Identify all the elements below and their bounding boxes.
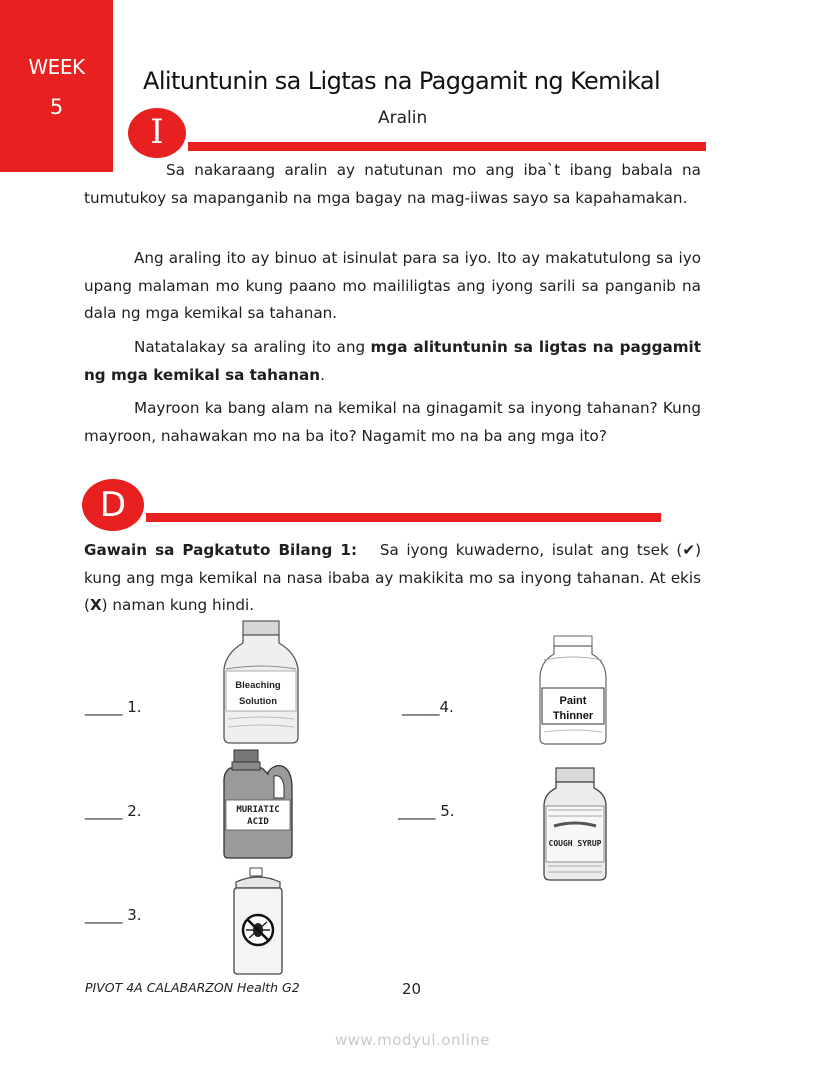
section-d-badge: D bbox=[82, 479, 144, 531]
week-label: WEEK bbox=[28, 55, 85, 79]
week-box bbox=[0, 0, 113, 172]
jar-label-line2: Thinner bbox=[552, 710, 594, 722]
intro-paragraph-1: Sa nakaraang aralin ay natutunan mo ang iba`t ibang babala na tumutukoy sa mapanganib na mga bagay na mag-iiwas sayo sa kapahamakan. bbox=[84, 161, 701, 207]
insecticide-can-icon bbox=[230, 866, 286, 976]
item-4-blank: _____4. bbox=[402, 698, 454, 716]
activity-heading: Gawain sa Pagkatuto Bilang 1: bbox=[84, 541, 358, 559]
x-symbol: X bbox=[89, 596, 102, 614]
week-number: 5 bbox=[49, 95, 64, 119]
watermark: www.modyul.online bbox=[334, 1031, 491, 1049]
item-1-blank: _____ 1. bbox=[85, 698, 142, 716]
activity-instructions: Gawain sa Pagkatuto Bilang 1: Sa iyong kuwaderno, isulat ang tsek (✔) kung ang mga kemikal na nasa ibaba ay makikita mo sa inyong tahanan. At ekis (X) naman kung hindi. bbox=[84, 541, 701, 614]
page-number: 20 bbox=[402, 980, 422, 998]
jug-icon bbox=[220, 748, 296, 860]
syrup-bottle-icon bbox=[540, 766, 610, 882]
footer-source: PIVOT 4A CALABARZON Health G2 bbox=[85, 980, 300, 995]
jug-label-line2: ACID bbox=[247, 817, 269, 827]
bleach-label-line2: Solution bbox=[239, 696, 277, 707]
bleach-bottle-icon bbox=[218, 619, 304, 745]
section-i-badge: I bbox=[128, 108, 186, 158]
intro-paragraph-4: Mayroon ka bang alam na kemikal na ginagamit sa inyong tahanan? Kung mayroon, nahawakan mo na ba ito? Nagamit mo na ba ang mga ito? bbox=[84, 399, 701, 445]
page-title: Alituntunin sa Ligtas na Paggamit ng Kemikal bbox=[143, 67, 661, 95]
key-topic: mga alituntunin sa ligtas na paggamit ng mga kemikal sa tahanan bbox=[84, 338, 701, 384]
item-2-blank: _____ 2. bbox=[85, 802, 142, 820]
syrup-label: COUGH SYRUP bbox=[548, 839, 602, 848]
item-5-blank: _____ 5. bbox=[398, 802, 455, 820]
section-d-rule bbox=[146, 513, 661, 522]
jug-label-line1: MURIATIC bbox=[236, 805, 280, 815]
item-3-blank: _____ 3. bbox=[85, 906, 142, 924]
check-symbol: ✔ bbox=[682, 541, 696, 559]
jar-icon bbox=[536, 634, 610, 746]
intro-paragraph-3: Natatalakay sa araling ito ang mga alituntunin sa ligtas na paggamit ng mga kemikal sa tahanan. bbox=[84, 338, 701, 384]
section-i-rule bbox=[188, 142, 706, 151]
jar-label-line1: Paint bbox=[559, 695, 587, 707]
intro-paragraph-2: Ang araling ito ay binuo at isinulat para sa iyo. Ito ay makatutulong sa iyo upang malaman mo kung paano mo maililigtas ang iyong sarili sa panganib na dala ng mga kemikal sa tahanan. bbox=[84, 249, 701, 322]
section-i-label: Aralin bbox=[378, 108, 428, 128]
bleach-label-line1: Bleaching bbox=[235, 680, 281, 691]
